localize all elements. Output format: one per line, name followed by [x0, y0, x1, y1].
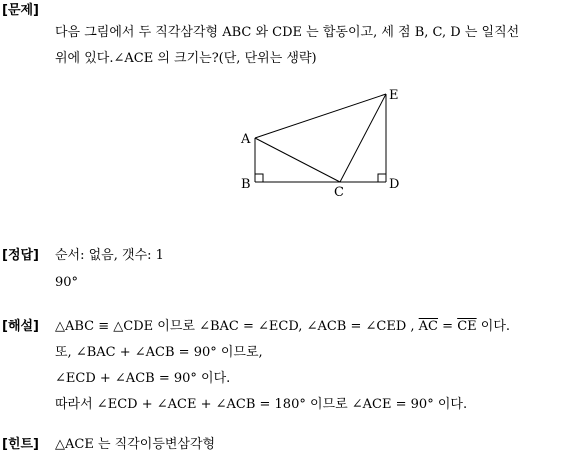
- solution-line4: 따라서 ∠ECD + ∠ACE + ∠ACB = 180° 이므로 ∠ACE = 90° 이다.: [55, 397, 468, 412]
- problem-text-line1: 다음 그림에서 두 직각삼각형 ABC 와 CDE 는 합동이고, 세 점 B, C, D 는 일직선: [55, 25, 520, 40]
- hint-text: △ACE 는 직각이등변삼각형: [55, 437, 216, 452]
- problem-label: [문제]: [2, 3, 39, 18]
- solution-line1-end: 이다.: [476, 319, 511, 334]
- segment-ac-overline: $\overline{AC}$: [418, 319, 439, 334]
- right-angle-mark-d: [378, 174, 386, 182]
- point-label-e: E: [389, 88, 399, 103]
- hint-label: [힌트]: [2, 437, 39, 452]
- segment-ac: [255, 138, 340, 182]
- point-label-d: D: [389, 177, 400, 192]
- point-label-a: A: [241, 132, 251, 147]
- solution-label: [해설]: [2, 319, 39, 334]
- segment-ce-overline: $\overline{CE}$: [457, 319, 477, 334]
- answer-text-line2: 90°: [55, 275, 79, 290]
- solution-line3: ∠ECD + ∠ACB = 90° 이다.: [55, 371, 231, 386]
- solution-line1: [55, 320, 510, 333]
- solution-line1-main: △ABC ≡ △CDE 이므로 ∠BAC = ∠ECD, ∠ACB = ∠CED ,: [55, 319, 419, 334]
- point-label-b: B: [241, 177, 251, 192]
- point-label-c: C: [334, 185, 344, 200]
- right-angle-mark-b: [255, 174, 263, 182]
- solution-line1-eq: =: [438, 319, 458, 334]
- problem-text-line2: 위에 있다.∠ACE 의 크기는?(단, 단위는 생략): [55, 51, 317, 66]
- answer-label: [정답]: [2, 248, 39, 263]
- answer-text-line1: 순서: 없음, 갯수: 1: [55, 248, 164, 263]
- solution-line2: 또, ∠BAC + ∠ACB = 90° 이므로,: [55, 345, 263, 360]
